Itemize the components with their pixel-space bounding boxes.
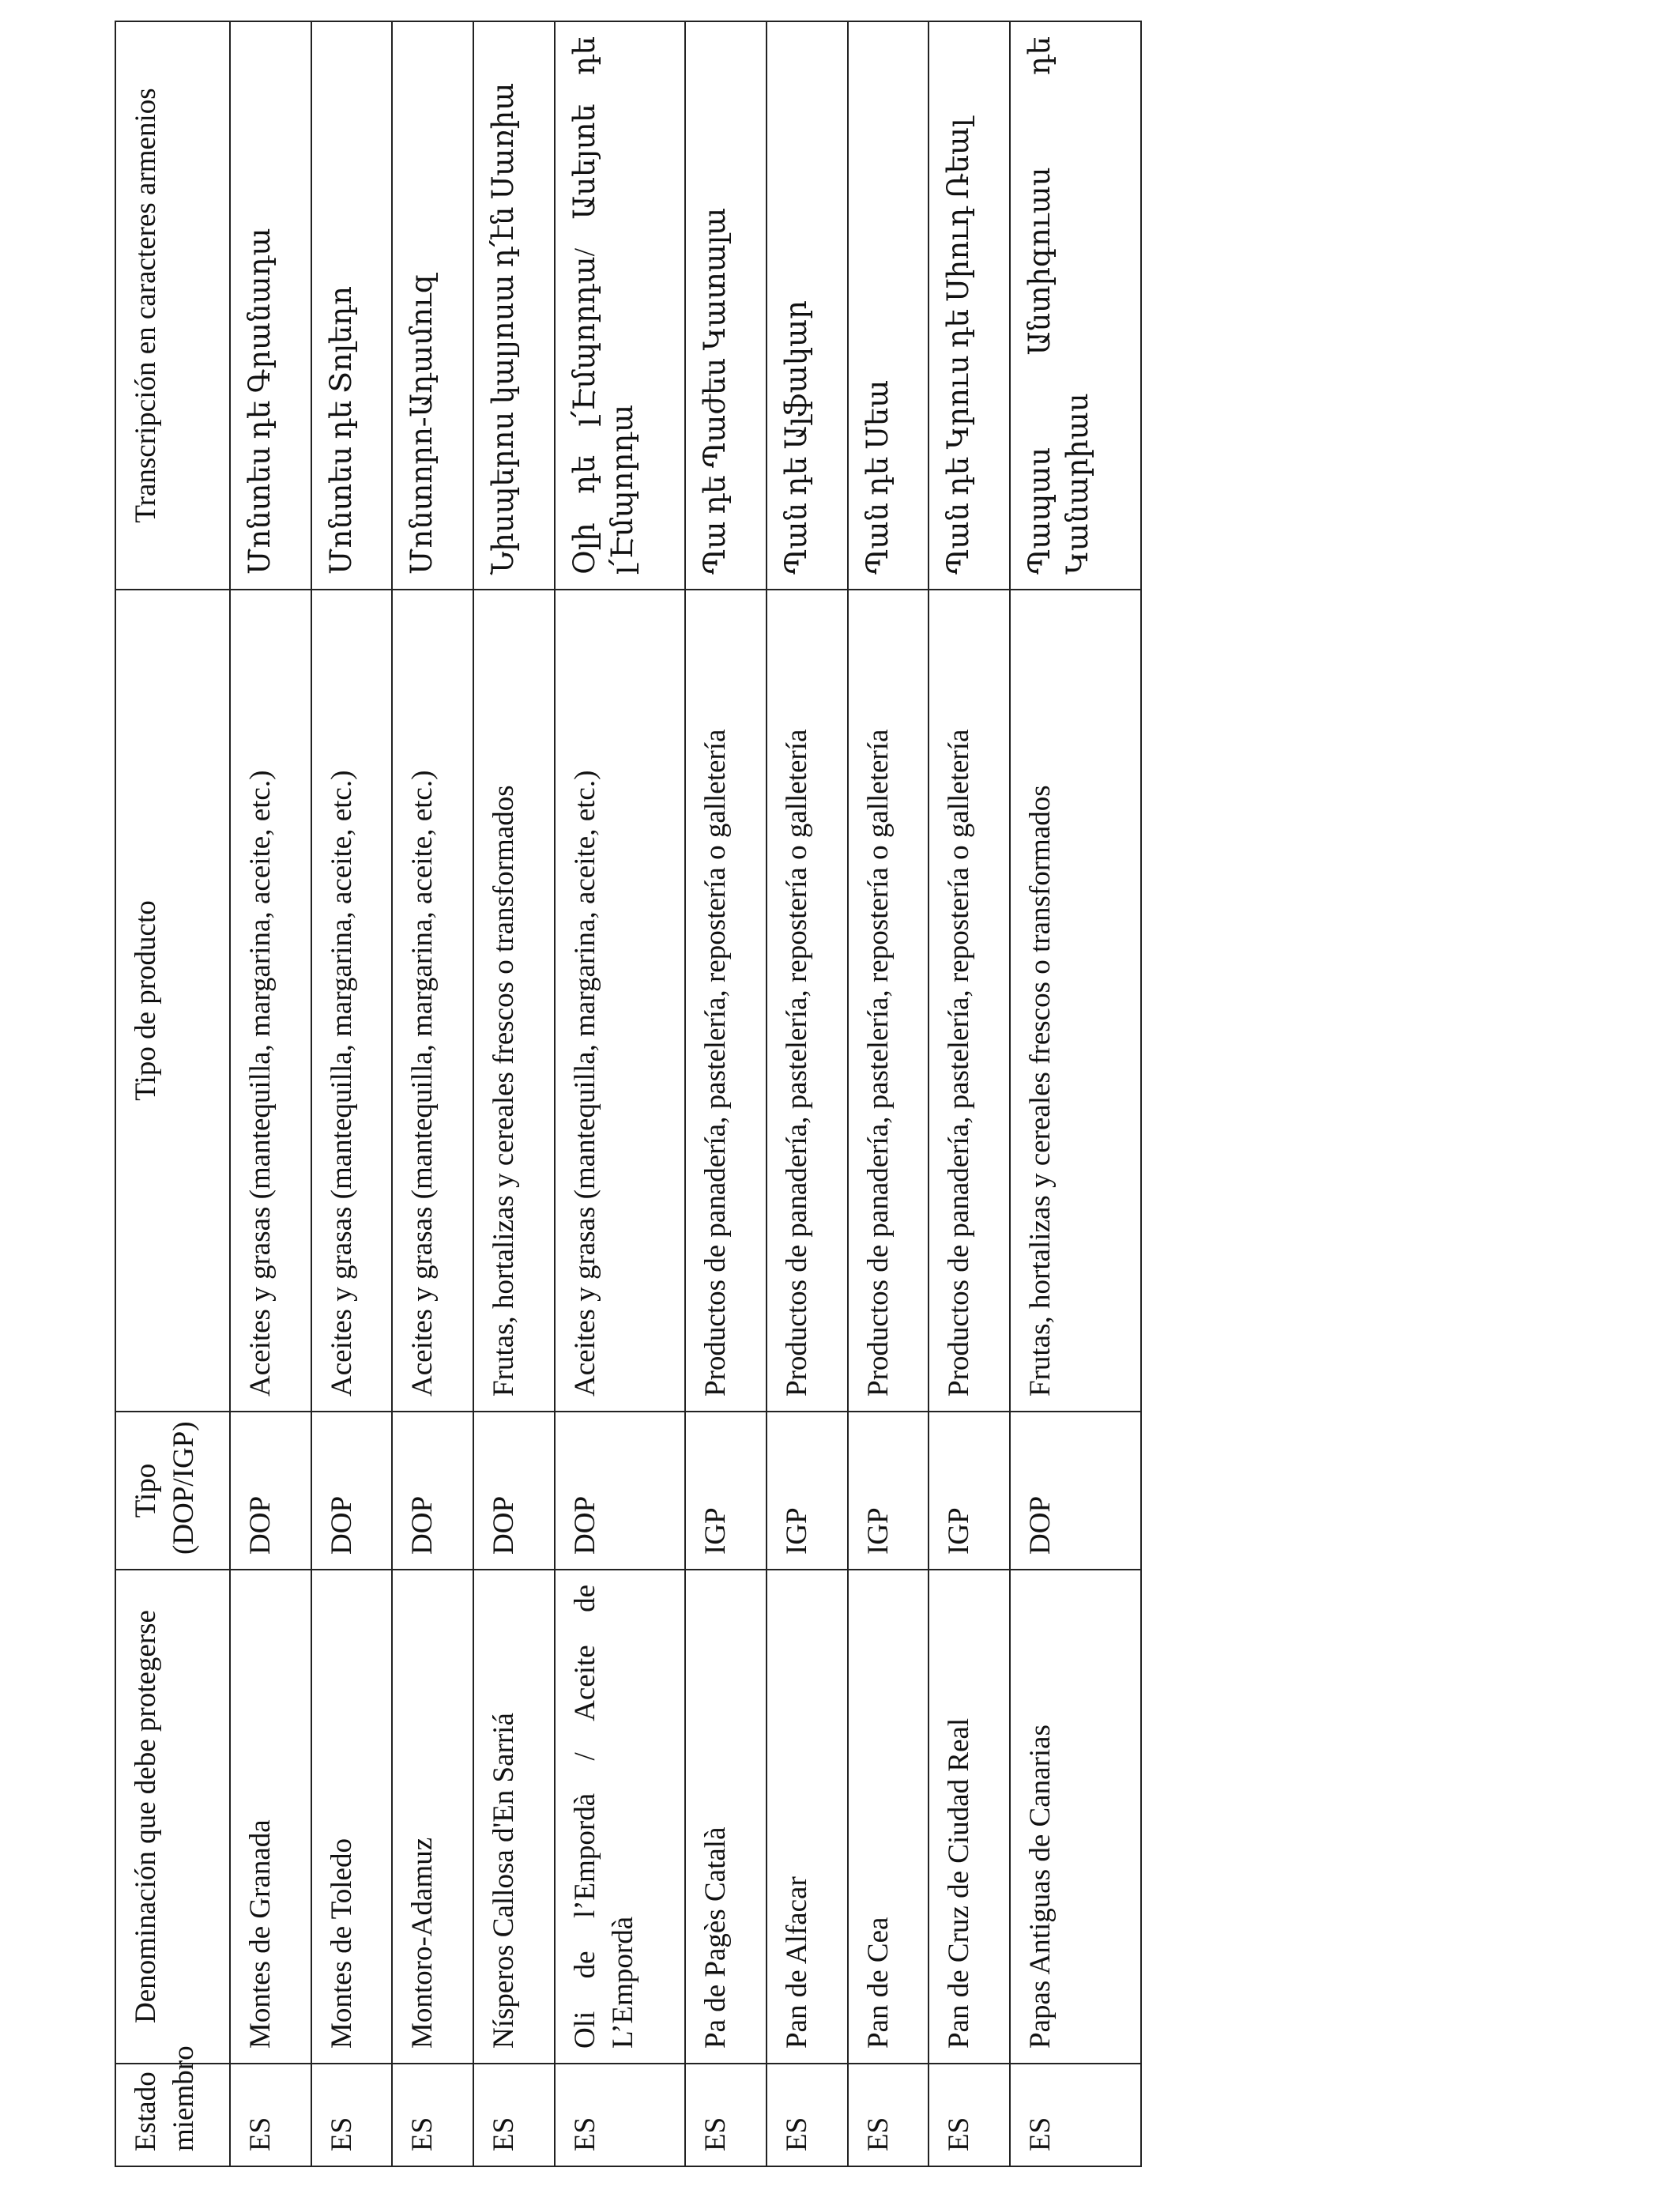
estado-miembro-cell: ES: [230, 2064, 311, 2166]
tipo-producto-cell: Frutas, hortalizas y cereales frescos o transformados: [1010, 590, 1141, 1412]
table-row: [392, 21, 473, 2166]
transcripcion-cell: Պան դե Կրուս դե Սիուդ Ռեալ: [929, 21, 1010, 590]
table-row: [311, 21, 393, 2166]
header-denominacion: Denominación que debe protegerse: [115, 1570, 230, 2064]
transcripcion-cell: Մոնտորո-Ադամուզ: [392, 21, 473, 590]
tipo-cell: DOP: [392, 1412, 473, 1570]
tipo-producto-cell: Productos de panadería, pastelería, repostería o galletería: [685, 590, 767, 1412]
estado-miembro-cell: ES: [1010, 2064, 1141, 2166]
tipo-cell: IGP: [848, 1412, 929, 1570]
header-transcripcion: Transcripción en caracteres armenios: [115, 21, 230, 590]
transcripcion-cell: Նիսպերոս կալյոսա դ՛էն Սառիա: [473, 21, 555, 590]
tipo-cell: DOP: [555, 1412, 686, 1570]
denominacion-cell: Pan de Cruz de Ciudad Real: [929, 1570, 1010, 2064]
transcripcion-cell: Պապաս Անտիգուաս դե Կանարիաս: [1010, 21, 1141, 590]
table-row: [767, 21, 848, 2166]
transcripcion-cell: Մոնտես դե Գրանադա: [230, 21, 311, 590]
denominacion-cell: Montes de Granada: [230, 1570, 311, 2064]
table-row: [848, 21, 929, 2166]
table-body: [230, 21, 1141, 2166]
tipo-cell: IGP: [929, 1412, 1010, 1570]
tipo-producto-cell: Productos de panadería, pastelería, repostería o galletería: [929, 590, 1010, 1412]
denominacion-cell: Oli de l’Empordà / Aceite de L’Empordà: [555, 1570, 686, 2064]
tipo-producto-cell: Aceites y grasas (mantequilla, margarina, aceite, etc.): [230, 590, 311, 1412]
estado-miembro-cell: ES: [311, 2064, 393, 2166]
estado-miembro-cell: ES: [929, 2064, 1010, 2166]
estado-miembro-cell: ES: [473, 2064, 555, 2166]
estado-miembro-cell: ES: [392, 2064, 473, 2166]
denominations-table: [115, 21, 1142, 2167]
tipo-cell: DOP: [1010, 1412, 1141, 1570]
tipo-producto-cell: Productos de panadería, pastelería, repostería o galletería: [848, 590, 929, 1412]
transcripcion-cell: Օլի դե լ՛Էմպորդա/ Ասեյտե դե լ՛Էմպորդա: [555, 21, 686, 590]
tipo-producto-cell: Aceites y grasas (mantequilla, margarina, aceite, etc.): [311, 590, 393, 1412]
estado-miembro-cell: ES: [767, 2064, 848, 2166]
header-tipo-dop-igp: Tipo (DOP/IGP): [115, 1412, 230, 1570]
tipo-producto-cell: Aceites y grasas (mantequilla, margarina, aceite, etc.): [555, 590, 686, 1412]
estado-miembro-cell: ES: [685, 2064, 767, 2166]
denominacion-cell: Pa de Pagès Català: [685, 1570, 767, 2064]
table-row: [555, 21, 686, 2166]
tipo-cell: IGP: [767, 1412, 848, 1570]
denominacion-cell: Pan de Cea: [848, 1570, 929, 2064]
transcripcion-cell: Պան դե Ալֆակար: [767, 21, 848, 590]
estado-miembro-cell: ES: [848, 2064, 929, 2166]
table-row: [230, 21, 311, 2166]
tipo-cell: IGP: [685, 1412, 767, 1570]
table-row: [685, 21, 767, 2166]
denominacion-cell: Montes de Toledo: [311, 1570, 393, 2064]
tipo-cell: DOP: [230, 1412, 311, 1570]
header-estado-miembro: Estado miembro: [115, 2064, 230, 2166]
transcripcion-cell: Պան դե Սեա: [848, 21, 929, 590]
denominacion-cell: Pan de Alfacar: [767, 1570, 848, 2064]
table-row: [473, 21, 555, 2166]
header-row: [115, 21, 230, 2166]
denominacion-cell: Papas Antiguas de Canarias: [1010, 1570, 1141, 2064]
table-row: [1010, 21, 1141, 2166]
tipo-producto-cell: Productos de panadería, pastelería, repostería o galletería: [767, 590, 848, 1412]
transcripcion-cell: Մոնտես դե Տոլեդո: [311, 21, 393, 590]
tipo-cell: DOP: [311, 1412, 393, 1570]
tipo-producto-cell: Frutas, hortalizas y cereales frescos o transformados: [473, 590, 555, 1412]
table-row: [929, 21, 1010, 2166]
tipo-cell: DOP: [473, 1412, 555, 1570]
tipo-producto-cell: Aceites y grasas (mantequilla, margarina, aceite, etc.): [392, 590, 473, 1412]
denominacion-cell: Montoro-Adamuz: [392, 1570, 473, 2064]
header-tipo-de-producto: Tipo de producto: [115, 590, 230, 1412]
rotated-page: [115, 22, 1142, 2167]
denominacion-cell: Nísperos Callosa d'En Sarriá: [473, 1570, 555, 2064]
transcripcion-cell: Պա դե Պաժես Կատալա: [685, 21, 767, 590]
estado-miembro-cell: ES: [555, 2064, 686, 2166]
